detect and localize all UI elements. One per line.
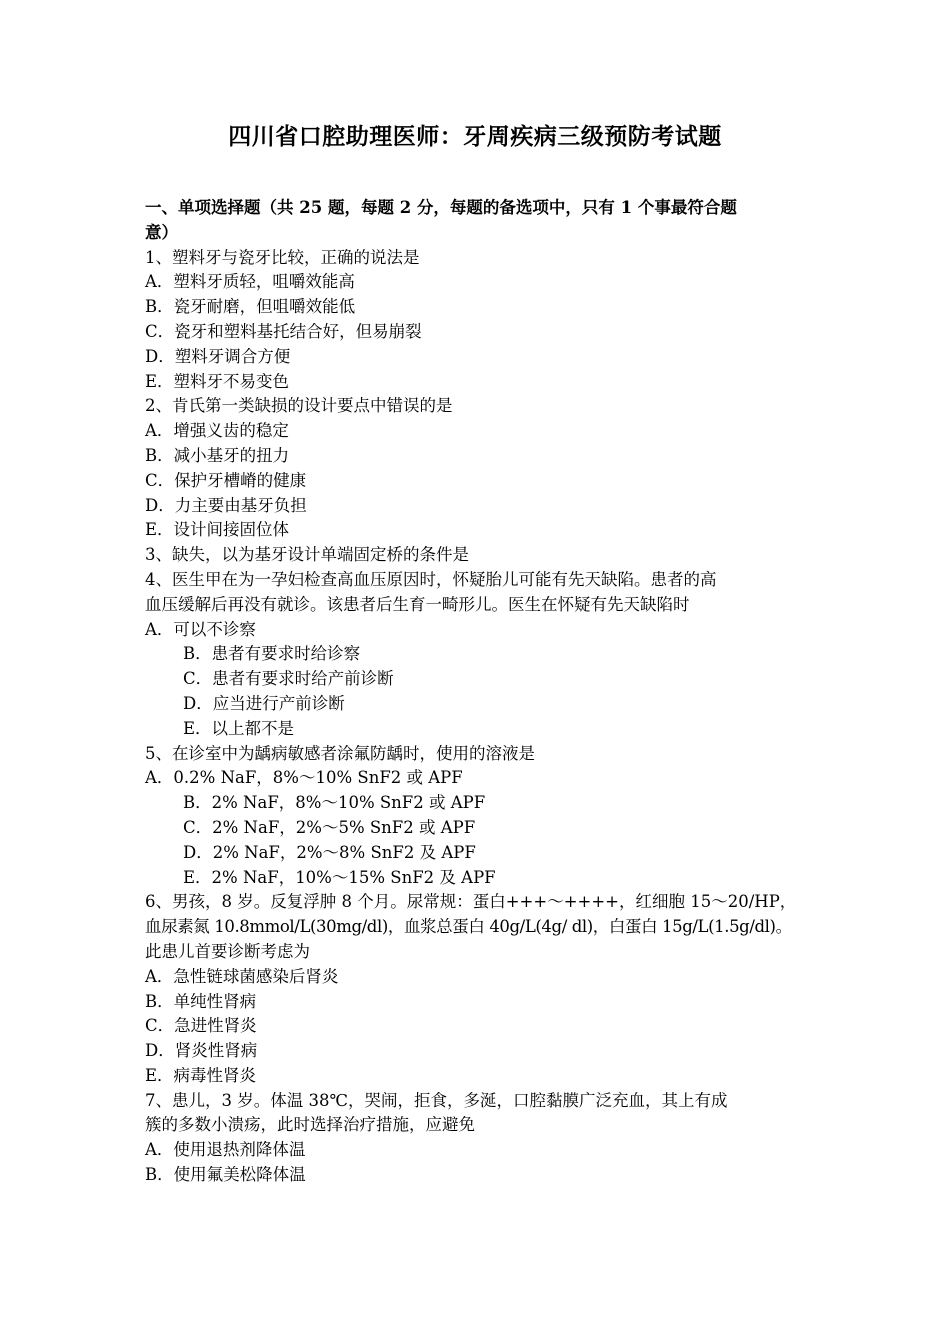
question-2-option-c: C．保护牙槽嵴的健康 (145, 470, 307, 490)
question-1-option-b: B．瓷牙耐磨，但咀嚼效能低 (145, 297, 356, 317)
question-4-option-a: A．可以不诊察 (145, 619, 256, 639)
question-7-option-a: A．使用退热剂降体温 (145, 1140, 306, 1160)
question-1-option-c: C．瓷牙和塑料基托结合好，但易崩裂 (145, 321, 422, 341)
question-4-stem-cont: 血压缓解后再没有就诊。该患者后生育一畸形儿。医生在怀疑有先天缺陷时 (145, 594, 690, 614)
question-7-option-b: B．使用氟美松降体温 (145, 1165, 306, 1185)
question-7-stem: 7、患儿，3 岁。体温 38℃，哭闹，拒食，多涎，口腔黏膜广泛充血，其上有成 (145, 1090, 728, 1110)
question-2-option-e: E．设计间接固位体 (145, 520, 290, 540)
question-6-option-c: C．急进性肾炎 (145, 1016, 257, 1036)
document-title: 四川省口腔助理医师：牙周疾病三级预防考试题 (228, 123, 722, 150)
question-6-stem-cont2: 此患儿首要诊断考虑为 (145, 941, 310, 961)
question-1-option-d: D．塑料牙调合方便 (145, 346, 291, 366)
question-1-option-a: A．塑料牙质轻，咀嚼效能高 (145, 272, 355, 292)
question-6-option-e: E．病毒性肾炎 (145, 1065, 257, 1085)
question-7-stem-cont: 簇的多数小溃疡，此时选择治疗措施，应避免 (145, 1115, 475, 1135)
question-4-option-b: B．患者有要求时给诊察 (183, 644, 361, 664)
question-4-option-e: E．以上都不是 (183, 718, 295, 738)
question-1-stem: 1、塑料牙与瓷牙比较，正确的说法是 (145, 247, 420, 267)
question-6-option-a: A．急性链球菌感染后肾炎 (145, 966, 339, 986)
question-4-option-d: D．应当进行产前诊断 (183, 693, 345, 713)
section-heading: 一、单项选择题（共 25 题，每题 2 分，每题的备选项中，只有 1 个事最符合题 (145, 198, 737, 217)
question-2-option-d: D．力主要由基牙负担 (145, 495, 307, 515)
question-2-option-a: A．增强义齿的稳定 (145, 421, 289, 441)
question-2-stem: 2、肯氏第一类缺损的设计要点中错误的是 (145, 396, 453, 416)
question-1-option-e: E．塑料牙不易变色 (145, 371, 290, 391)
question-5-option-c: C．2% NaF，2%～5% SnF2 或 APF (183, 817, 476, 837)
question-5-option-e: E．2% NaF，10%～15% SnF2 及 APF (183, 867, 496, 887)
question-6-stem-cont: 血尿素氮 10.8mmol/L(30mg/dl)，血浆总蛋白 40g/L(4g/ dl)，白蛋白 15g/L(1.5g/dl)。 (145, 917, 792, 937)
question-6-option-b: B．单纯性肾病 (145, 991, 257, 1011)
section-heading-cont: 意） (145, 222, 178, 242)
question-5-option-d: D．2% NaF，2%～8% SnF2 及 APF (183, 842, 476, 862)
question-3-stem: 3、缺失，以为基牙设计单端固定桥的条件是 (145, 545, 469, 565)
question-5-option-a: A．0.2% NaF，8%～10% SnF2 或 APF (145, 768, 463, 788)
question-6-option-d: D．肾炎性肾病 (145, 1041, 258, 1061)
question-4-stem: 4、医生甲在为一孕妇检查高血压原因时，怀疑胎儿可能有先天缺陷。患者的高 (145, 569, 717, 589)
document-body (145, 196, 810, 1188)
question-5-option-b: B．2% NaF，8%～10% SnF2 或 APF (183, 793, 486, 813)
question-5-stem: 5、在诊室中为龋病敏感者涂氟防龋时，使用的溶液是 (145, 743, 535, 763)
question-6-stem: 6、男孩，8 岁。反复浮肿 8 个月。尿常规：蛋白+++～++++，红细胞 15～20/HP， (145, 892, 797, 912)
question-4-option-c: C．患者有要求时给产前诊断 (183, 669, 394, 689)
question-2-option-b: B．减小基牙的扭力 (145, 445, 290, 465)
